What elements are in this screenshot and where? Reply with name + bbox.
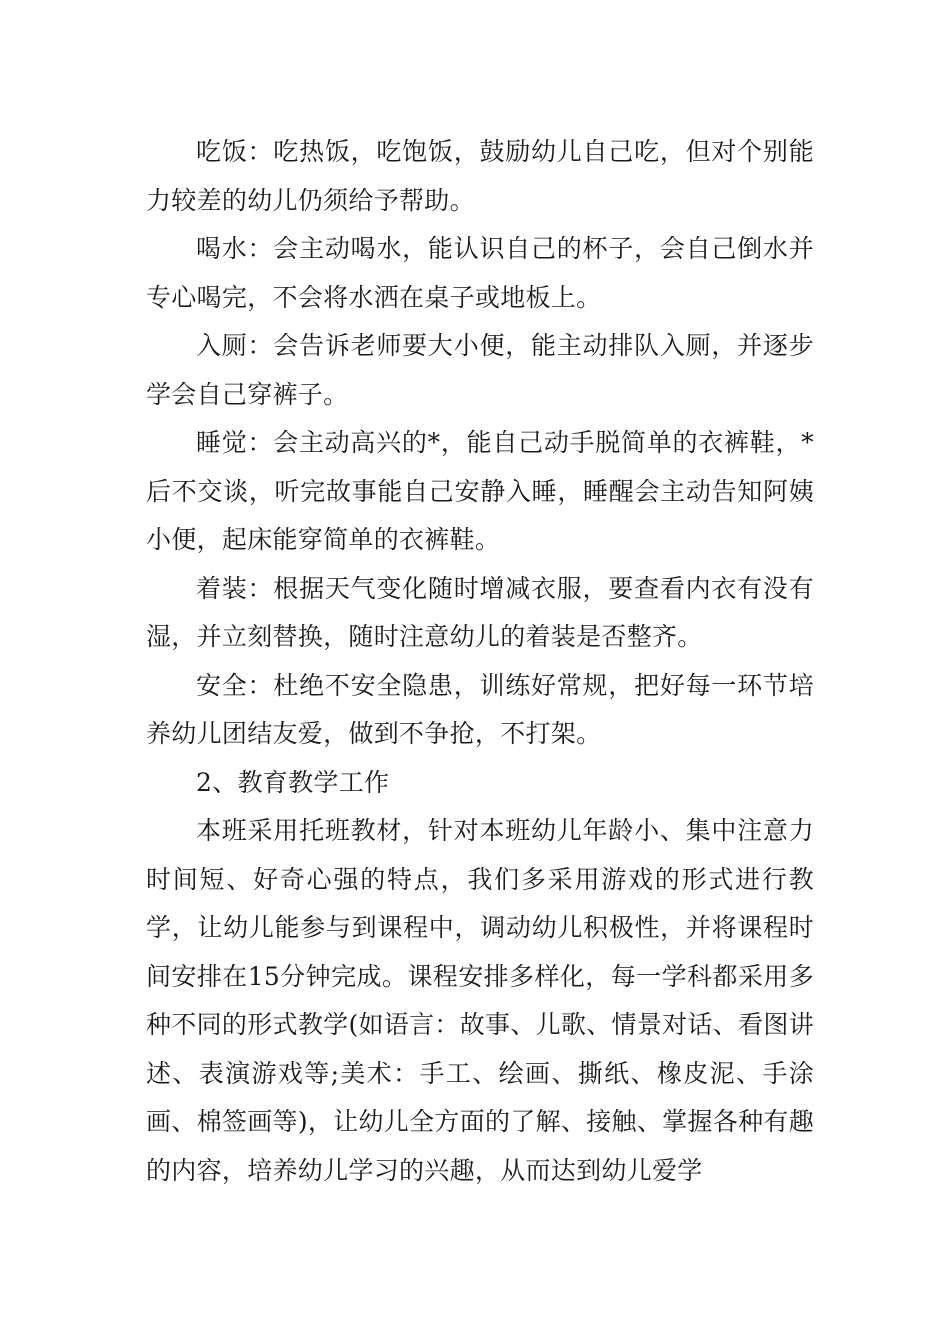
paragraph-sleeping: 睡觉：会主动高兴的*，能自己动手脱简单的衣裤鞋，*后不交谈，听完故事能自己安静入睡，睡醒会主动告知阿姨小便，起床能穿简单的衣裤鞋。 — [146, 428, 814, 554]
paragraph-eating: 吃饭：吃热饭，吃饱饭，鼓励幼儿自己吃，但对个别能力较差的幼儿仍须给予帮助。 — [146, 137, 814, 215]
document-body — [146, 128, 814, 1195]
paragraph-toilet: 入厕：会告诉老师要大小便，能主动排队入厕，并逐步学会自己穿裤子。 — [146, 331, 814, 409]
section-heading: 2、教育教学工作 — [196, 767, 390, 797]
paragraph-safety: 安全：杜绝不安全隐患，训练好常规，把好每一环节培养幼儿团结友爱，做到不争抢，不打架。 — [146, 670, 814, 748]
paragraph-teaching: 本班采用托班教材，针对本班幼儿年龄小、集中注意力时间短、好奇心强的特点，我们多采用游戏的形式进行教学，让幼儿能参与到课程中，调动幼儿积极性，并将课程时间安排在15分钟完成。课程安排多样化，每一学科都采用多种不同的形式教学(如语言：故事、儿歌、情景对话、看图讲述、表演游戏等;美术：手工、绘画、撕纸、橡皮泥、手涂画、棉签画等)，让幼儿全方面的了解、接触、掌握各种有趣的内容，培养幼儿学习的兴趣，从而达到幼儿爱学 — [146, 816, 814, 1185]
paragraph-drinking: 喝水：会主动喝水，能认识自己的杯子，会自己倒水并专心喝完，不会将水洒在桌子或地板上。 — [146, 234, 814, 312]
paragraph-dressing: 着装：根据天气变化随时增减衣服，要查看内衣有没有湿，并立刻替换，随时注意幼儿的着装是否整齐。 — [146, 573, 814, 651]
